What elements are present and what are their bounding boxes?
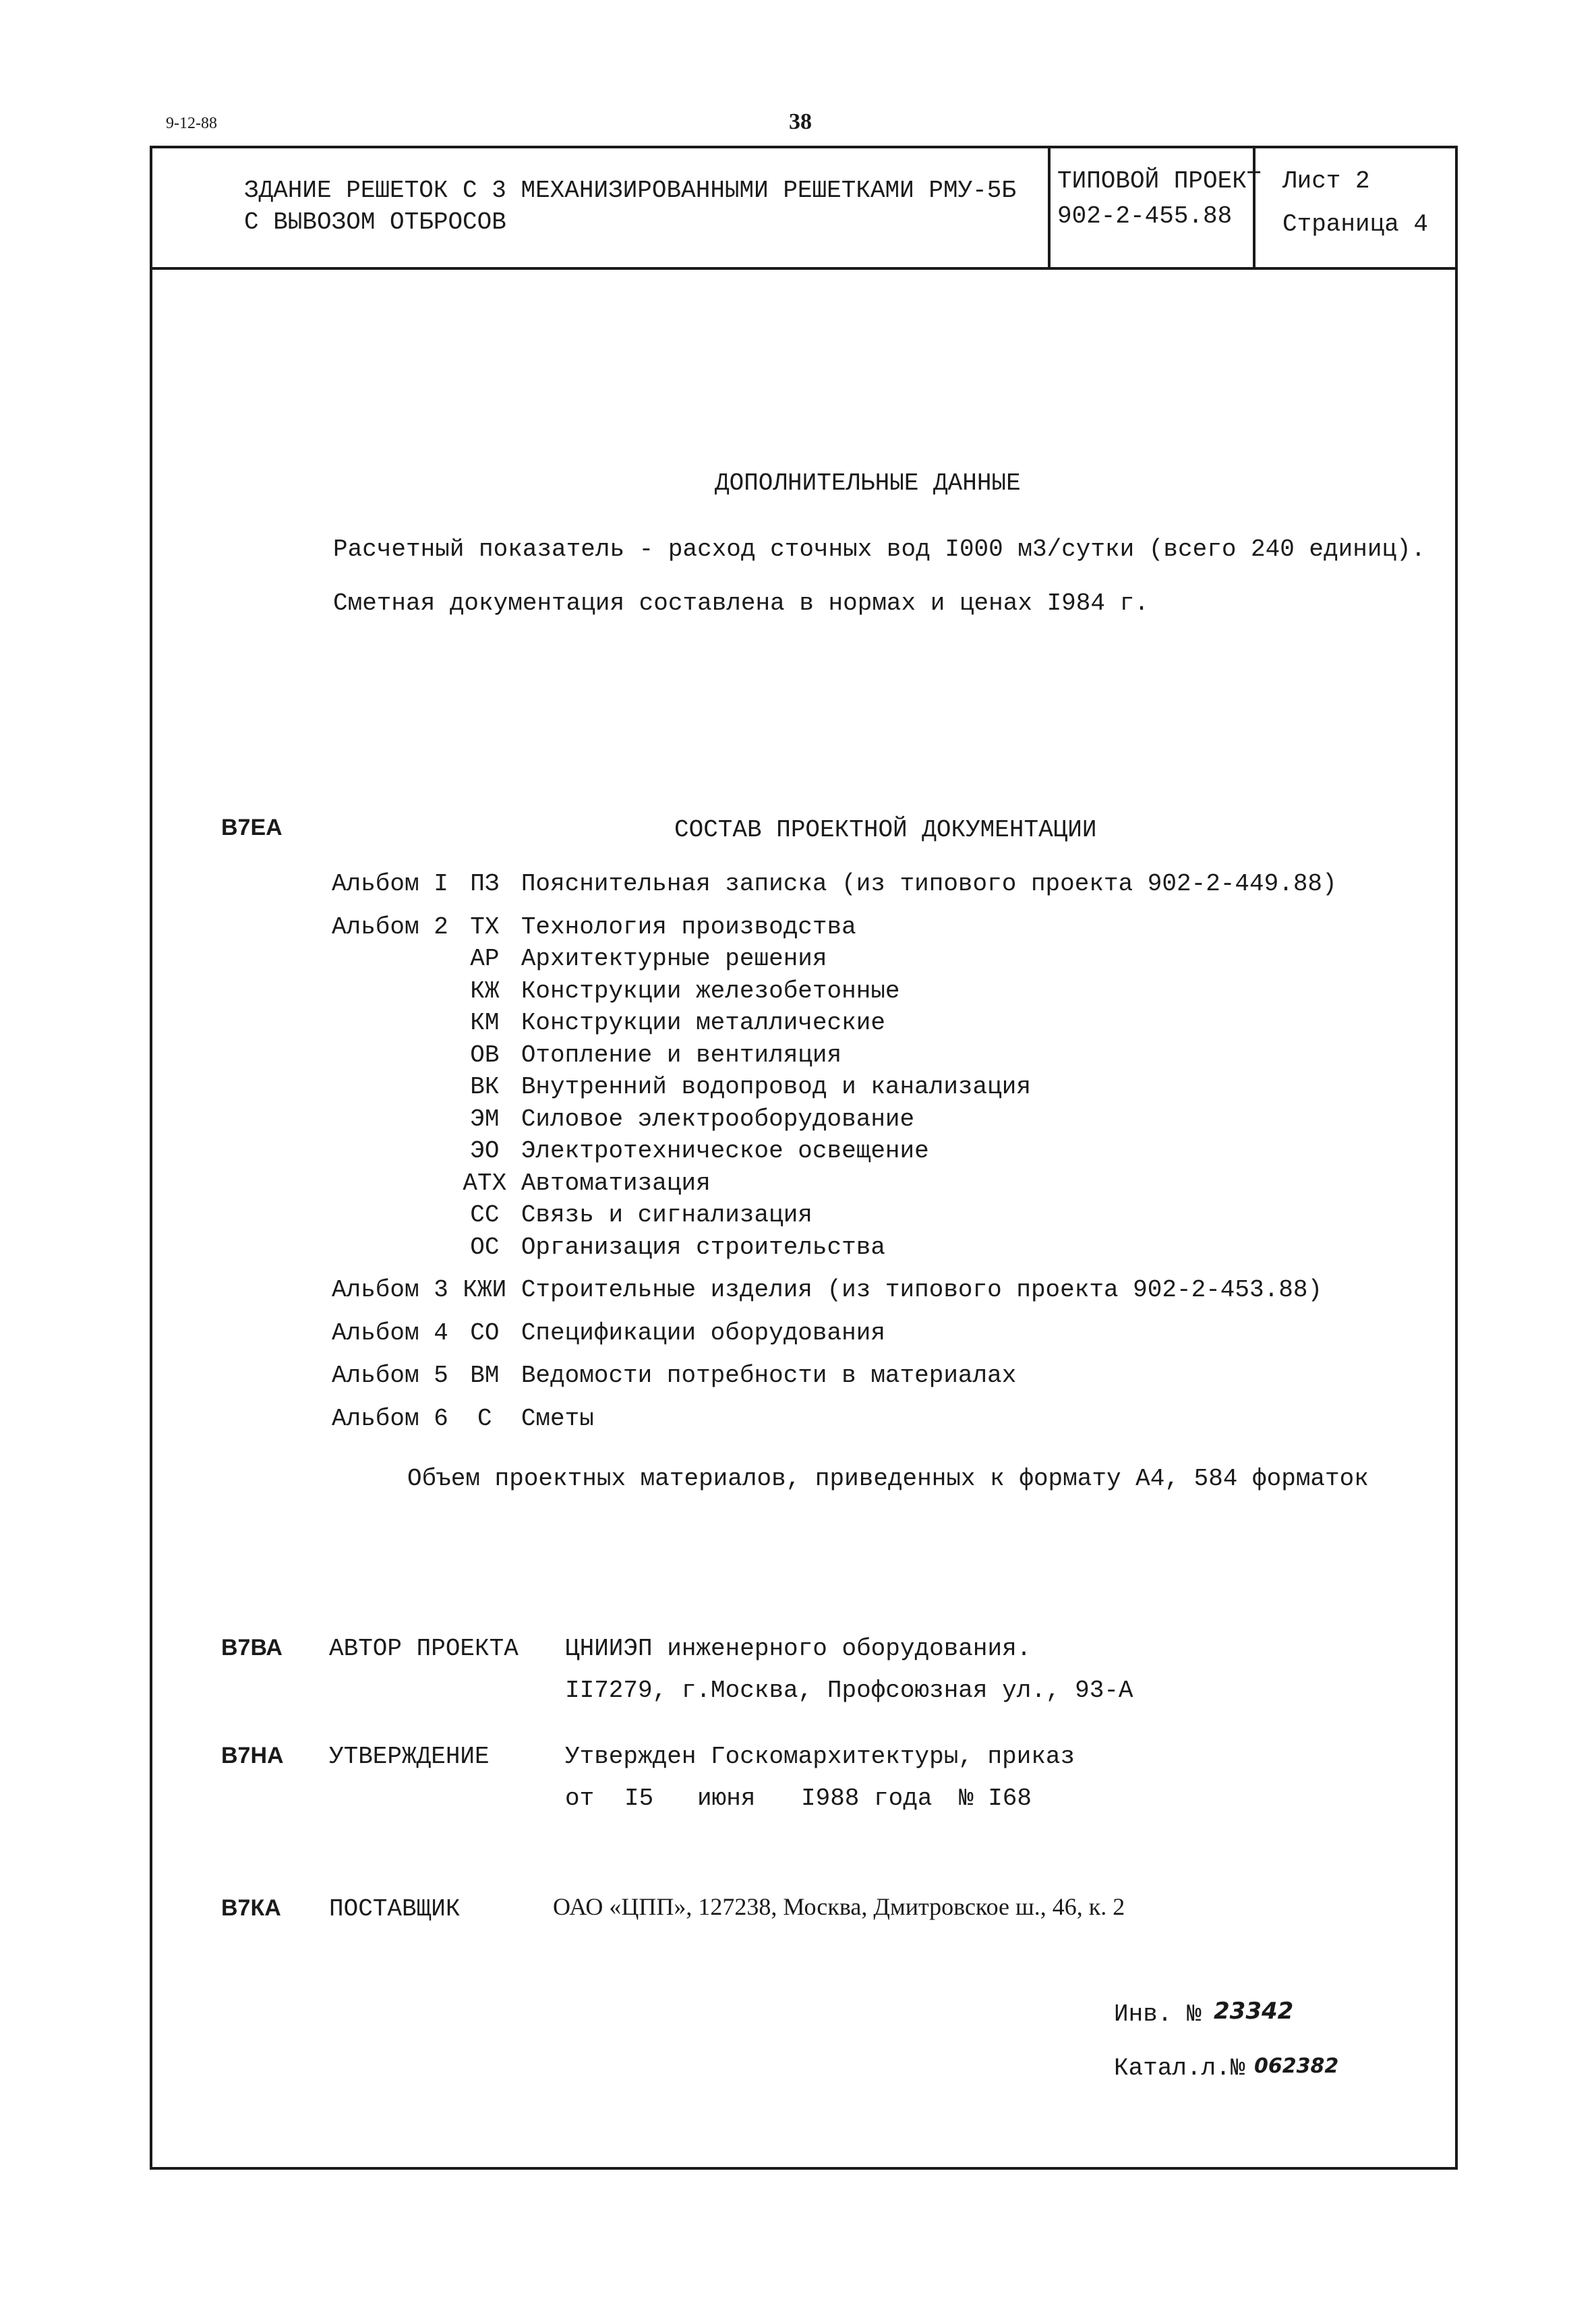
composition-row (332, 1137, 1337, 1169)
composition-abbr: АР (470, 945, 500, 973)
composition-abbr: ЭО (470, 1137, 500, 1165)
composition-row (332, 1073, 1337, 1105)
composition-desc: Пояснительная записка (из типового проекта 902-2-449.88) (521, 870, 1337, 898)
composition-album (332, 977, 448, 1010)
title-block-separator-2 (1253, 146, 1255, 268)
composition-row (332, 1265, 1337, 1308)
composition-album (332, 1073, 448, 1105)
author-line-1: ЦНИИЭП инженерного оборудования. (565, 1635, 1032, 1663)
composition-desc: Ведомости потребности в материалах (521, 1362, 1017, 1389)
composition-abbr: ЭМ (470, 1105, 500, 1133)
composition-row (332, 1308, 1337, 1352)
composition-album: Альбом 6 (332, 1404, 448, 1433)
composition-heading: СОСТАВ ПРОЕКТНОЙ ДОКУМЕНТАЦИИ (674, 816, 1097, 844)
composition-desc: Архитектурные решения (521, 945, 827, 973)
composition-abbr: СС (470, 1201, 500, 1229)
composition-abbr: КЖ (470, 977, 500, 1005)
page-label: Страница 4 (1282, 210, 1429, 238)
composition-album: Альбом I (332, 870, 448, 898)
composition-abbr: АТХ (463, 1169, 507, 1197)
composition-row (332, 1351, 1337, 1394)
composition-row (332, 1394, 1337, 1437)
composition-desc: Организация строительства (521, 1233, 885, 1261)
composition-album (332, 1234, 448, 1266)
project-label: ТИПОВОЙ ПРОЕКТ (1057, 167, 1262, 195)
composition-album: Альбом 4 (332, 1319, 448, 1347)
composition-desc: Конструкции металлические (521, 1009, 885, 1037)
composition-row (332, 1041, 1337, 1074)
approval-order-number: № I68 (959, 1785, 1032, 1812)
composition-album (332, 945, 448, 977)
title-line-1: ЗДАНИЕ РЕШЕТОК С 3 МЕХАНИЗИРОВАННЫМИ РЕШЕТКАМИ РМУ-5Б (244, 177, 1016, 204)
approval-month: июня (697, 1785, 756, 1812)
additional-data-line-1: Расчетный показатель - расход сточных вод I000 м3/сутки (всего 240 единиц). (333, 536, 1426, 563)
approval-code: В7НА (221, 1743, 284, 1768)
composition-desc: Конструкции железобетонные (521, 977, 900, 1005)
composition-abbr: ВК (470, 1073, 500, 1101)
composition-album (332, 1137, 448, 1169)
composition-desc: Технология производства (521, 913, 856, 941)
title-block-divider (150, 267, 1458, 270)
composition-row (332, 1234, 1337, 1266)
title-line-2: С ВЫВОЗОМ ОТБРОСОВ (244, 208, 506, 236)
composition-album (332, 1009, 448, 1041)
page-date: 9-12-88 (166, 115, 217, 132)
composition-row (332, 902, 1337, 946)
author-code: В7ВА (221, 1635, 283, 1660)
composition-abbr: ВМ (470, 1362, 500, 1389)
composition-row (332, 1105, 1337, 1138)
inventory-number: 23342 (1214, 1998, 1294, 2025)
composition-album (332, 1041, 448, 1074)
composition-abbr: ОВ (470, 1041, 500, 1069)
composition-album (332, 1105, 448, 1138)
approval-from: от (565, 1785, 595, 1812)
composition-abbr: С (477, 1404, 492, 1433)
composition-album: Альбом 2 (332, 913, 448, 941)
composition-row (332, 1169, 1337, 1202)
composition-abbr: ОС (470, 1233, 500, 1261)
additional-data-heading: ДОПОЛНИТЕЛЬНЫЕ ДАННЫЕ (715, 469, 1021, 497)
approval-label: УТВЕРЖДЕНИЕ (329, 1743, 490, 1770)
page-number: 38 (789, 109, 812, 134)
volume-line: Объем проектных материалов, приведенных к формату А4, 584 форматок (407, 1465, 1369, 1493)
composition-album (332, 1169, 448, 1202)
composition-desc: Автоматизация (521, 1169, 711, 1197)
composition-desc: Строительные изделия (из типового проекта 902-2-453.88) (521, 1276, 1323, 1304)
composition-desc: Силовое электрооборудование (521, 1105, 915, 1133)
additional-data-line-2: Сметная документация составлена в нормах и ценах I984 г. (333, 589, 1149, 617)
composition-desc: Сметы (521, 1404, 594, 1433)
composition-abbr: КЖИ (463, 1276, 507, 1304)
composition-desc: Электротехническое освещение (521, 1137, 929, 1165)
title-block-separator-1 (1048, 146, 1051, 268)
composition-album (332, 1201, 448, 1234)
project-number: 902-2-455.88 (1057, 202, 1233, 230)
composition-row (332, 977, 1337, 1010)
supplier-value: ОАО «ЦПП», 127238, Москва, Дмитровское ш., 46, к. 2 (553, 1893, 1125, 1920)
composition-desc: Внутренний водопровод и канализация (521, 1073, 1031, 1101)
catalog-label: Катал.л.№ (1114, 2054, 1245, 2082)
sheet-number: Лист 2 (1282, 167, 1370, 195)
composition-abbr: КМ (470, 1009, 500, 1037)
composition-row (332, 1201, 1337, 1234)
composition-abbr: ПЗ (470, 870, 500, 898)
supplier-code: В7КА (221, 1895, 281, 1921)
author-label: АВТОР ПРОЕКТА (329, 1635, 519, 1663)
composition-code: В7ЕА (221, 815, 283, 840)
composition-row (332, 870, 1337, 902)
approval-day: I5 (624, 1785, 654, 1812)
composition-desc: Отопление и вентиляция (521, 1041, 842, 1069)
composition-abbr: СО (470, 1319, 500, 1347)
composition-table (332, 870, 1337, 1437)
catalog-number: 062382 (1254, 2054, 1339, 2078)
supplier-label: ПОСТАВЩИК (329, 1895, 461, 1923)
approval-year: I988 года (801, 1785, 933, 1812)
inventory-label: Инв. № (1114, 2000, 1202, 2028)
composition-row (332, 945, 1337, 977)
composition-desc: Связь и сигнализация (521, 1201, 812, 1229)
author-line-2: II7279, г.Москва, Профсоюзная ул., 93-А (565, 1677, 1133, 1704)
composition-row (332, 1009, 1337, 1041)
composition-album: Альбом 5 (332, 1362, 448, 1389)
approval-line-1: Утвержден Госкомархитектуры, приказ (565, 1743, 1075, 1770)
composition-abbr: ТХ (470, 913, 500, 941)
composition-desc: Спецификации оборудования (521, 1319, 885, 1347)
composition-album: Альбом 3 (332, 1276, 448, 1304)
